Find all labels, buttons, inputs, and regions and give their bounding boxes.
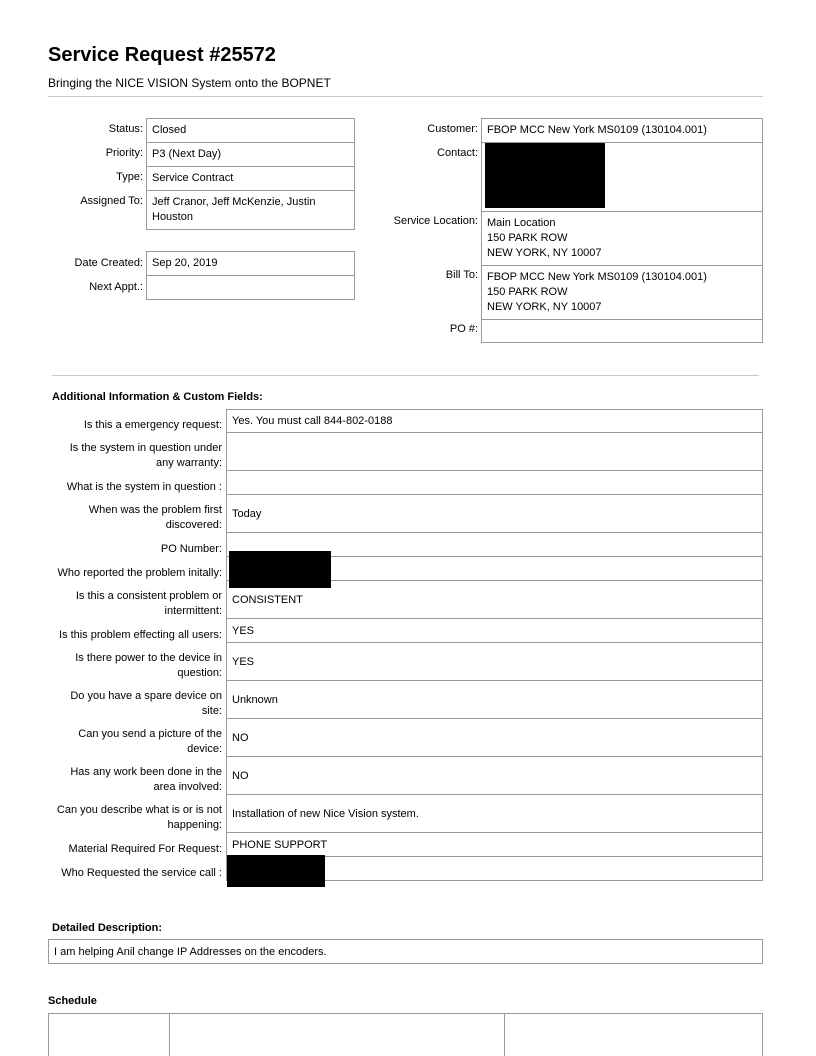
service-location-label: Service Location: (393, 215, 478, 227)
table-row (48, 619, 763, 643)
table-row (48, 409, 763, 433)
table-row (48, 433, 763, 471)
field-question-line-2: question: (177, 667, 222, 679)
table-row (48, 757, 763, 795)
requested-by-redaction (227, 855, 325, 887)
priority-value: P3 (Next Day) (147, 143, 354, 167)
field-question-line-1: Is the system in question under (69, 442, 222, 454)
next-appt-value (147, 276, 354, 299)
field-question-line-1: PO Number: (160, 543, 222, 555)
field-answer (226, 471, 763, 495)
field-answer: Yes. You must call 844-802-0188 (226, 409, 763, 433)
detailed-description-box: I am helping Anil change IP Addresses on the encoders. (48, 939, 763, 964)
field-answer: NO (226, 757, 763, 795)
type-label: Type: (116, 171, 143, 183)
left-info-box (146, 118, 355, 230)
field-question (48, 533, 226, 557)
field-question-line-2: site: (201, 705, 222, 717)
table-row (48, 471, 763, 495)
table-row (48, 857, 763, 881)
schedule-table (48, 1013, 763, 1056)
schedule-title: Schedule (48, 995, 97, 1007)
date-created-value: Sep 20, 2019 (147, 252, 354, 276)
field-question-line-1: Is this a consistent problem or (75, 590, 222, 602)
field-answer: YES (226, 643, 763, 681)
table-row (48, 557, 763, 581)
field-question (48, 833, 226, 857)
field-question (48, 495, 226, 533)
field-question (48, 681, 226, 719)
field-question (48, 471, 226, 495)
field-question (48, 719, 226, 757)
schedule-column-divider (169, 1014, 170, 1056)
type-value: Service Contract (147, 167, 354, 191)
field-question-line-1: Who reported the problem initally: (57, 567, 222, 579)
table-row (48, 681, 763, 719)
next-appt-label: Next Appt.: (89, 281, 143, 293)
field-answer: PHONE SUPPORT (226, 833, 763, 857)
page-title: Service Request #25572 (48, 44, 276, 66)
bill-to-label: Bill To: (445, 269, 478, 281)
field-question-line-2: any warranty: (155, 457, 222, 469)
contact-redaction (485, 143, 605, 208)
table-row (48, 581, 763, 619)
field-question (48, 795, 226, 833)
assigned-to-value (147, 191, 354, 229)
field-question-line-1: Material Required For Request: (68, 843, 222, 855)
table-row (48, 643, 763, 681)
field-question-line-1: Who Requested the service call : (61, 867, 222, 879)
field-question (48, 857, 226, 881)
field-question-line-2: happening: (167, 819, 222, 831)
customer-label: Customer: (427, 123, 478, 135)
field-question-line-2: intermittent: (164, 605, 222, 617)
field-question (48, 643, 226, 681)
reported-by-redaction (229, 551, 331, 588)
bill-to-line-3: NEW YORK, NY 10007 (487, 301, 602, 313)
field-question-line-1: Do you have a spare device on (70, 690, 222, 702)
service-location-line-2: 150 PARK ROW (487, 232, 568, 244)
field-answer: Installation of new Nice Vision system. (226, 795, 763, 833)
bill-to-value (482, 266, 762, 320)
date-box (146, 251, 355, 300)
field-answer: CONSISTENT (226, 581, 763, 619)
table-row (48, 719, 763, 757)
table-row (48, 833, 763, 857)
table-row (48, 495, 763, 533)
status-label: Status: (108, 123, 143, 135)
date-created-label: Date Created: (74, 257, 143, 269)
po-value (482, 320, 762, 342)
field-answer: NO (226, 719, 763, 757)
field-question-line-1: What is the system in question : (66, 481, 222, 493)
assigned-to-line-1: Jeff Cranor, Jeff McKenzie, Justin (152, 196, 316, 208)
assigned-to-line-2: Houston (152, 211, 193, 223)
table-row (48, 533, 763, 557)
field-question-line-2: discovered: (165, 519, 222, 531)
field-answer: Today (226, 495, 763, 533)
field-question (48, 757, 226, 795)
field-question (48, 557, 226, 581)
field-question (48, 409, 226, 433)
field-answer (226, 433, 763, 471)
service-location-line-1: Main Location (487, 217, 556, 229)
customer-value: FBOP MCC New York MS0109 (130104.001) (482, 119, 762, 143)
field-question (48, 433, 226, 471)
detailed-description-title: Detailed Description: (52, 922, 163, 934)
field-question-line-2: area involved: (153, 781, 222, 793)
assigned-to-label: Assigned To: (80, 195, 143, 207)
priority-label: Priority: (105, 147, 143, 159)
service-location-value (482, 212, 762, 266)
field-question-line-1: Has any work been done in the (70, 766, 222, 778)
service-location-line-3: NEW YORK, NY 10007 (487, 247, 602, 259)
field-question-line-1: Can you describe what is or is not (56, 804, 222, 816)
additional-info-table (48, 409, 763, 881)
schedule-column-divider (504, 1014, 505, 1056)
bill-to-line-1: FBOP MCC New York MS0109 (130104.001) (487, 271, 707, 283)
field-question-line-1: Is there power to the device in (75, 652, 222, 664)
bill-to-line-2: 150 PARK ROW (487, 286, 568, 298)
section-divider (52, 375, 759, 376)
po-label: PO #: (449, 323, 478, 335)
field-question-line-1: Can you send a picture of the (78, 728, 222, 740)
table-row (48, 795, 763, 833)
field-question (48, 581, 226, 619)
header-divider (48, 96, 763, 97)
status-value: Closed (147, 119, 354, 143)
additional-info-title: Additional Information & Custom Fields: (52, 391, 263, 403)
field-question-line-2: device: (187, 743, 222, 755)
field-answer: Unknown (226, 681, 763, 719)
field-question-line-1: When was the problem first (88, 504, 222, 516)
field-answer: YES (226, 619, 763, 643)
field-question (48, 619, 226, 643)
field-question-line-1: Is this a emergency request: (83, 419, 222, 431)
page-subtitle: Bringing the NICE VISION System onto the BOPNET (48, 76, 331, 90)
contact-label: Contact: (437, 147, 478, 159)
field-question-line-1: Is this problem effecting all users: (58, 629, 222, 641)
